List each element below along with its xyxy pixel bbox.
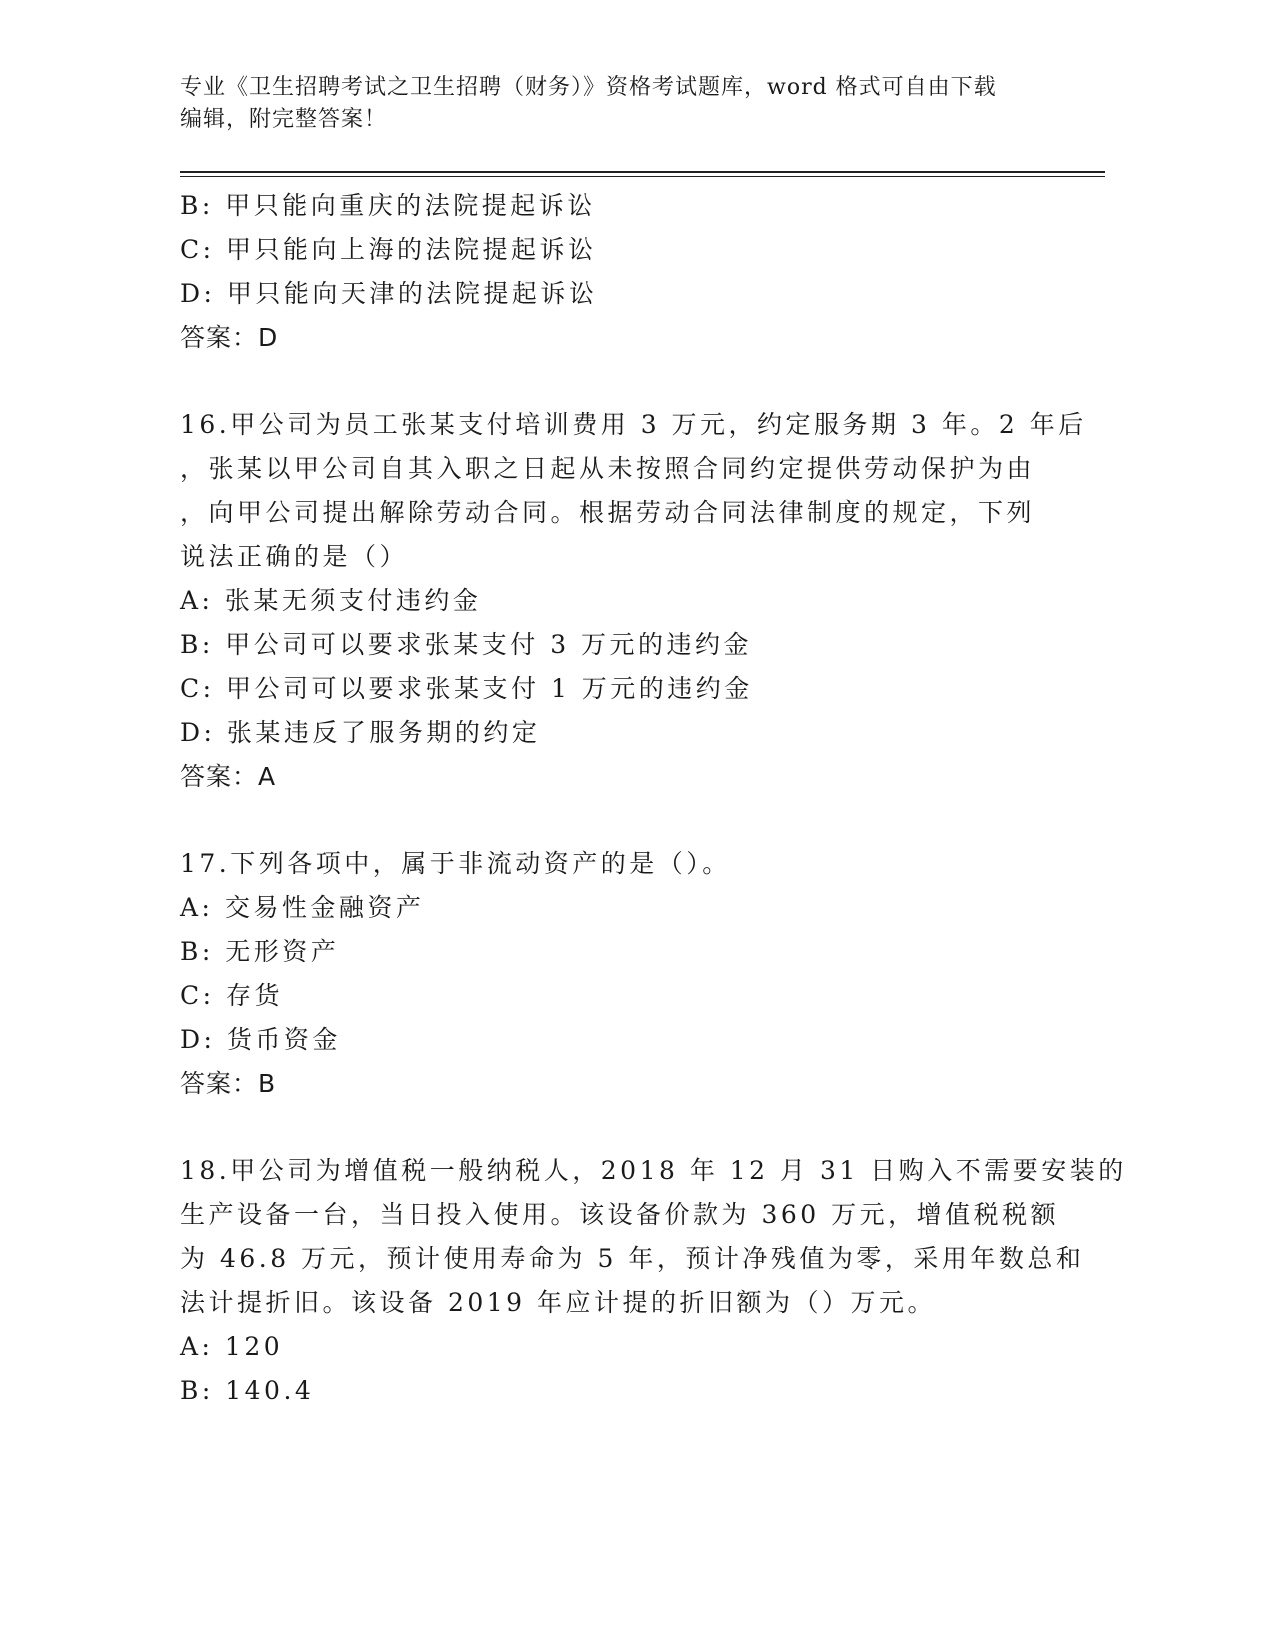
- question-17: [180, 842, 1040, 1106]
- question-stem: [180, 842, 1040, 886]
- stem-line: 18.甲公司为增值税一般纳税人，2018 年 12 月 31 日购入不需要安装的: [180, 1156, 1127, 1185]
- answer: 答案：B: [180, 1069, 277, 1098]
- option-d: D: 张某违反了服务期的约定: [180, 718, 541, 747]
- stem-line: 为 46.8 万元，预计使用寿命为 5 年，预计净残值为零，采用年数总和: [180, 1244, 1085, 1273]
- question-15: [180, 184, 1040, 360]
- option-d: D: 甲只能向天津的法院提起诉讼: [180, 279, 598, 308]
- option-c: C: 甲只能向上海的法院提起诉讼: [180, 235, 597, 264]
- option-a: A: 交易性金融资产: [180, 893, 425, 922]
- option-a: A: 120: [180, 1332, 284, 1361]
- stem-line: 16.甲公司为员工张某支付培训费用 3 万元，约定服务期 3 年。2 年后: [180, 410, 1087, 439]
- option-d: D: 货币资金: [180, 1025, 341, 1054]
- option-b: B: 甲只能向重庆的法院提起诉讼: [180, 191, 596, 220]
- header-divider-thick: [180, 171, 1105, 173]
- option-b: B: 无形资产: [180, 937, 340, 966]
- stem-line: 17.下列各项中，属于非流动资产的是（）。: [180, 849, 731, 878]
- spacer: [180, 1106, 1040, 1149]
- stem-line: 生产设备一台，当日投入使用。该设备价款为 360 万元，增值税税额: [180, 1200, 1060, 1229]
- question-content: [180, 184, 1127, 1413]
- option-b: B: 140.4: [180, 1376, 315, 1405]
- option-c: C: 存货: [180, 981, 283, 1010]
- stem-line: 说法正确的是（）: [180, 542, 409, 571]
- option-b: B: 甲公司可以要求张某支付 3 万元的违约金: [180, 630, 753, 659]
- document-header: [180, 72, 1060, 136]
- stem-line: 法计提折旧。该设备 2019 年应计提的折旧额为（）万元。: [180, 1288, 937, 1317]
- answer: 答案：A: [180, 762, 277, 791]
- spacer: [180, 360, 1040, 403]
- question-stem: [180, 1149, 1127, 1325]
- stem-line: ，向甲公司提出解除劳动合同。根据劳动合同法律制度的规定，下列: [180, 498, 1036, 527]
- header-divider-thin: [180, 176, 1105, 177]
- header-line-2: 编辑，附完整答案！: [180, 107, 388, 132]
- option-c: C: 甲公司可以要求张某支付 1 万元的违约金: [180, 674, 753, 703]
- question-18: [180, 1149, 1127, 1413]
- stem-line: ，张某以甲公司自其入职之日起从未按照合同约定提供劳动保护为由: [180, 454, 1036, 483]
- answer: 答案：D: [180, 323, 279, 352]
- question-16: [180, 403, 1087, 799]
- header-line-1: 专业《卫生招聘考试之卫生招聘（财务）》资格考试题库，word 格式可自由下载: [180, 75, 997, 100]
- spacer: [180, 799, 1040, 842]
- option-a: A: 张某无须支付违约金: [180, 586, 482, 615]
- question-stem: [180, 403, 1087, 579]
